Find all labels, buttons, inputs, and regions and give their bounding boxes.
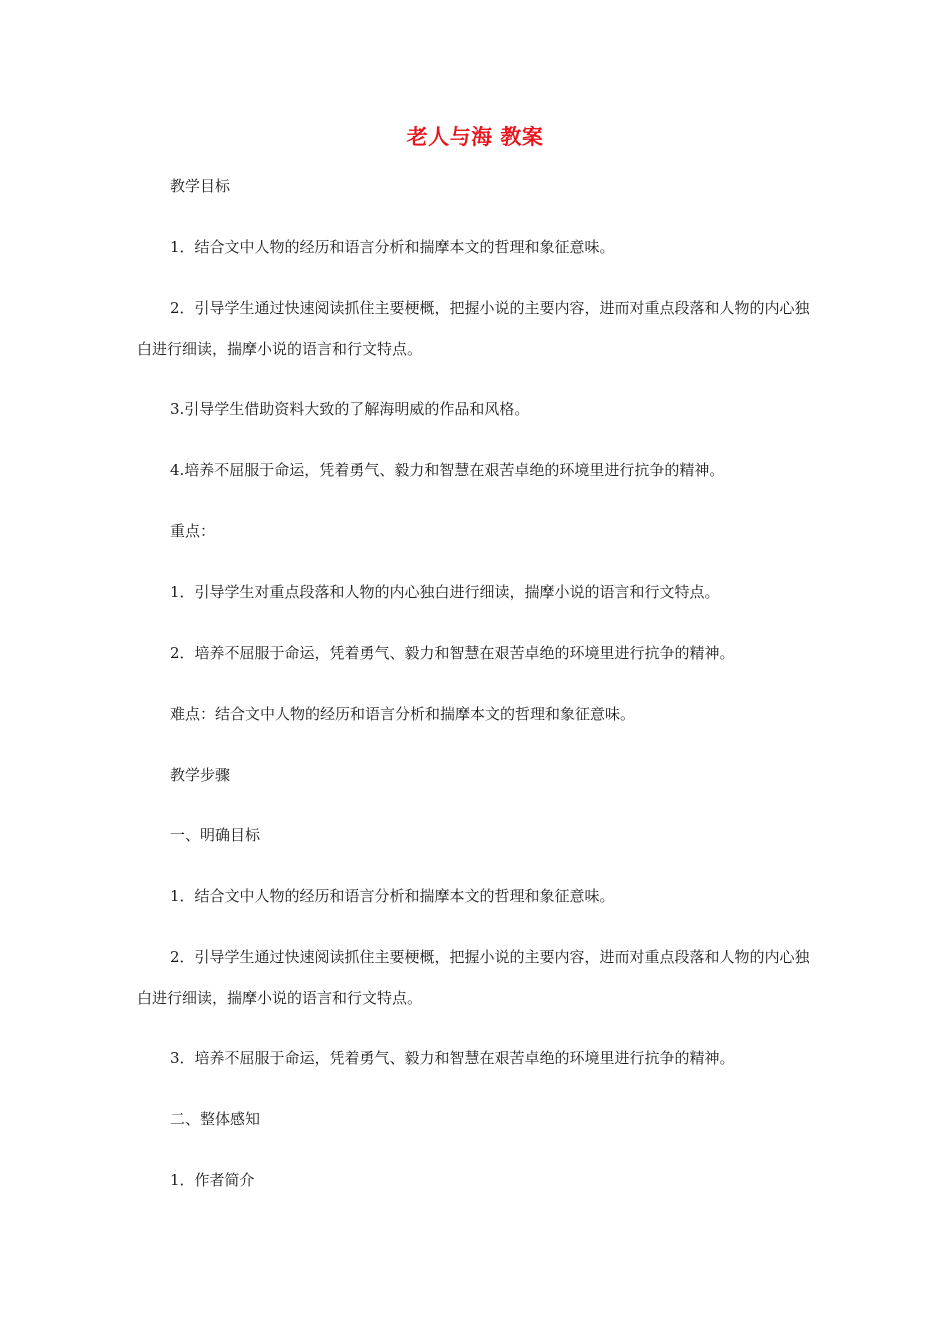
- step-heading-clarify-goals: 一、明确目标: [170, 826, 261, 844]
- step-goal-item-2: 2．引导学生通过快速阅读抓住主要梗概，把握小说的主要内容，进而对重点段落和人物的内心独白进行细读，揣摩小说的语言和行文特点。: [137, 948, 810, 1007]
- step-heading-overall-perception: 二、整体感知: [170, 1110, 261, 1128]
- goal-item-2: 2．引导学生通过快速阅读抓住主要梗概，把握小说的主要内容，进而对重点段落和人物的内心独白进行细读，揣摩小说的语言和行文特点。: [137, 299, 810, 358]
- goal-item-3: 3.引导学生借助资料大致的了解海明威的作品和风格。: [170, 400, 530, 418]
- key-point-2: 2．培养不屈服于命运，凭着勇气、毅力和智慧在艰苦卓绝的环境里进行抗争的精神。: [170, 644, 735, 662]
- goal-item-4: 4.培养不屈服于命运，凭着勇气、毅力和智慧在艰苦卓绝的环境里进行抗争的精神。: [170, 461, 725, 479]
- key-point-1: 1．引导学生对重点段落和人物的内心独白进行细读，揣摩小说的语言和行文特点。: [170, 583, 720, 601]
- document-title: 老人与海 教案: [406, 125, 544, 149]
- step-goal-item-3: 3．培养不屈服于命运，凭着勇气、毅力和智慧在艰苦卓绝的环境里进行抗争的精神。: [170, 1049, 735, 1067]
- section-heading-teaching-goals: 教学目标: [170, 177, 231, 195]
- goal-item-1: 1．结合文中人物的经历和语言分析和揣摩本文的哲理和象征意味。: [170, 238, 615, 256]
- section-heading-teaching-steps: 教学步骤: [170, 766, 231, 784]
- author-intro-heading: 1．作者简介: [170, 1171, 255, 1189]
- section-heading-key-points: 重点：: [170, 522, 216, 540]
- step-goal-item-1: 1．结合文中人物的经历和语言分析和揣摩本文的哲理和象征意味。: [170, 887, 615, 905]
- difficult-point: 难点：结合文中人物的经历和语言分析和揣摩本文的哲理和象征意味。: [170, 705, 636, 723]
